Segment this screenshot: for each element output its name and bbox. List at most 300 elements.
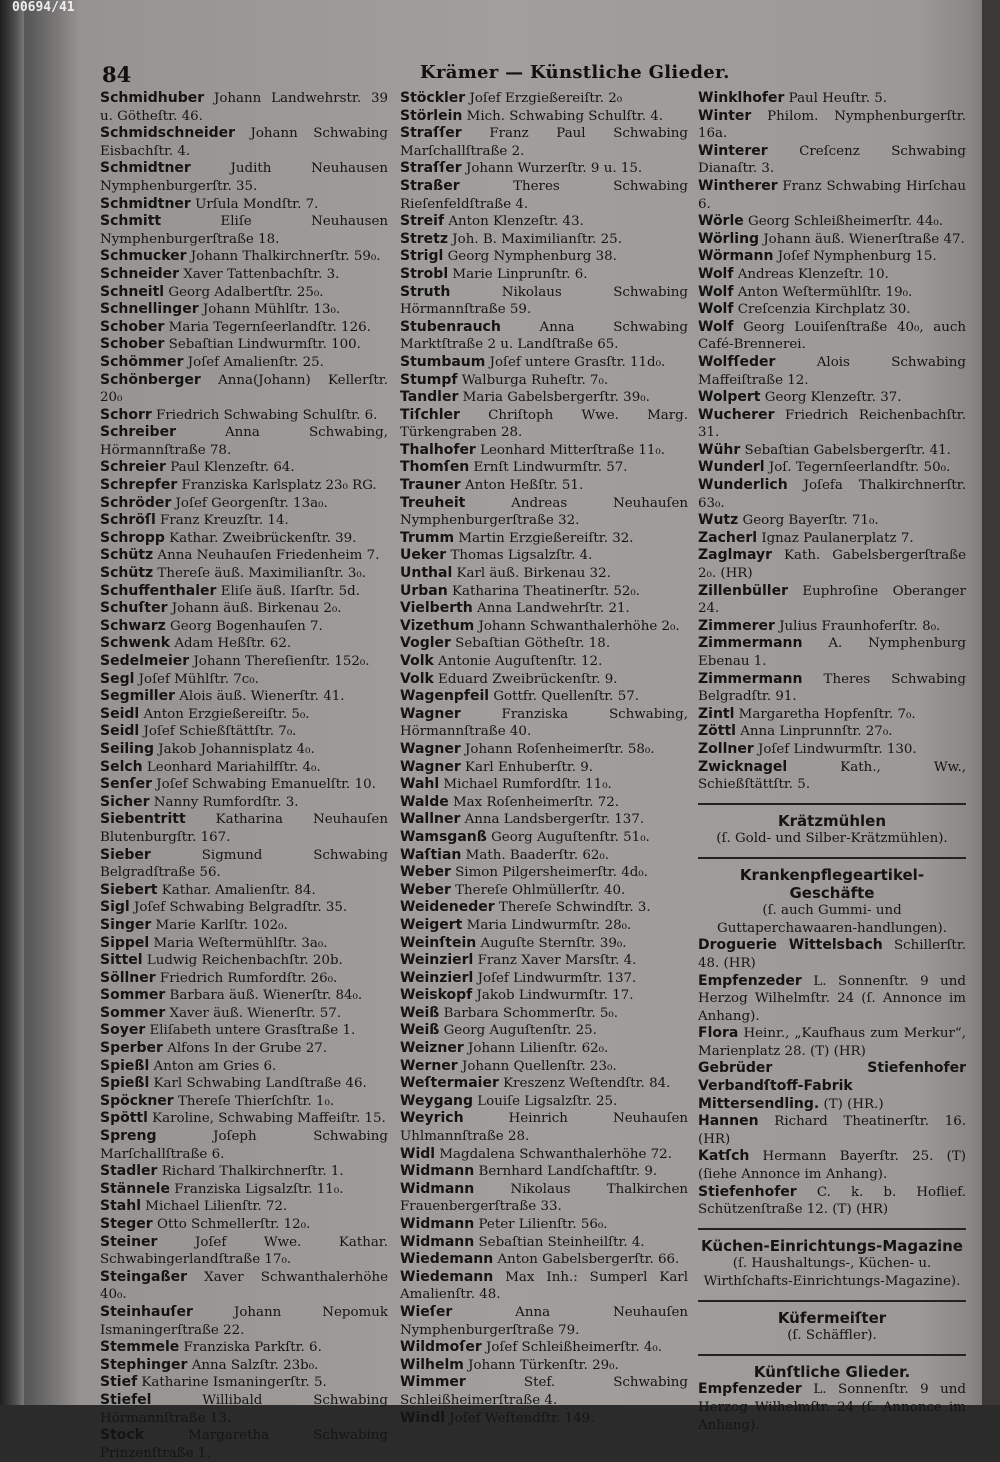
entry-details: Karl Schwabing Landſtraße 46. bbox=[149, 1076, 367, 1092]
column-3 bbox=[698, 90, 966, 1434]
entry-name: Schütz bbox=[100, 565, 154, 582]
entry-details: Kreszenz Weſtendſtr. 84. bbox=[498, 1076, 671, 1092]
entry-name: Sicher bbox=[100, 793, 150, 810]
section-title: Künſtliche Glieder. bbox=[753, 1362, 911, 1381]
directory-entry bbox=[698, 266, 966, 284]
directory-entry bbox=[400, 671, 688, 689]
entry-details: Sigmund Schwabing Belgradſtraße 56. bbox=[100, 847, 388, 881]
entry-details: Philom. Nymphenburgerſtr. 16a. bbox=[698, 108, 966, 142]
entry-details: Anna Landwehrſtr. 21. bbox=[472, 601, 630, 617]
directory-entry bbox=[400, 776, 688, 794]
entry-details: Mich. Schwabing Schulſtr. 4. bbox=[462, 108, 664, 124]
entry-details: Anton Weſtermühlſtr. 19₀. bbox=[733, 284, 913, 300]
entry-name: Zollner bbox=[698, 740, 754, 757]
directory-entry bbox=[400, 688, 688, 706]
directory-entry bbox=[698, 442, 966, 460]
section-divider bbox=[698, 1228, 966, 1230]
entry-name: Stretz bbox=[400, 230, 449, 247]
entry-name: Schropp bbox=[100, 529, 165, 546]
directory-entry bbox=[100, 565, 388, 583]
directory-entry bbox=[400, 1234, 688, 1252]
entry-name: Stemmele bbox=[100, 1339, 180, 1356]
entry-name: Sommer bbox=[100, 1004, 166, 1021]
directory-entry bbox=[698, 319, 966, 354]
entry-name: Wolfſeder bbox=[698, 353, 776, 370]
entry-details: Hermann Bayerſtr. 25. (T) (ſiehe Annonce im Anhang). bbox=[698, 1149, 966, 1183]
entry-name: Schmitt bbox=[100, 213, 162, 230]
entry-details: Maria Weſtermühlſtr. 3a₀. bbox=[149, 935, 328, 951]
directory-entry bbox=[400, 1339, 688, 1357]
directory-entry bbox=[698, 301, 966, 319]
entry-name: Sittel bbox=[100, 952, 143, 969]
entry-name: Urban bbox=[400, 582, 448, 599]
directory-entry bbox=[698, 284, 966, 302]
entry-name: Seidl bbox=[100, 723, 140, 740]
entry-details: Kathar. Amalienſtr. 84. bbox=[157, 882, 316, 898]
entry-details: Ernſt Lindwurmſtr. 57. bbox=[469, 460, 628, 476]
entry-details: Franziska Parkſtr. 6. bbox=[179, 1340, 322, 1356]
entry-details: Maria Tegernſeerlandſtr. 126. bbox=[164, 319, 371, 335]
entry-name: Wolf bbox=[698, 283, 734, 300]
entry-name: Wolf bbox=[698, 301, 734, 318]
directory-entry bbox=[400, 600, 688, 618]
directory-entry bbox=[698, 108, 966, 143]
entry-name: Winter bbox=[698, 107, 752, 124]
entry-details: Joſefa Thalkirchnerſtr. 63₀. bbox=[698, 478, 966, 511]
entry-details: Franziska Ligsalzſtr. 11₀. bbox=[169, 1181, 344, 1197]
entry-name: Weizner bbox=[400, 1040, 464, 1057]
entry-name: Schmidtner bbox=[100, 160, 191, 177]
directory-entry bbox=[100, 1110, 388, 1128]
directory-entry bbox=[100, 987, 388, 1005]
entry-details: L. Sonnenſtr. 9 und Herzog Wilhelmſtr. 24 (ſ. Annonce im Anhang). bbox=[698, 1382, 966, 1433]
directory-entry bbox=[400, 407, 688, 442]
directory-entry bbox=[100, 811, 388, 846]
directory-entry bbox=[100, 847, 388, 882]
directory-entry bbox=[400, 917, 688, 935]
directory-entry bbox=[100, 90, 388, 125]
entry-name: Stöckler bbox=[400, 90, 466, 106]
entry-details: Anna Neuhauſen Nymphenburgerſtraße 79. bbox=[400, 1304, 688, 1338]
entry-details: Franziska Schwabing, Hörmannſtraße 40. bbox=[400, 706, 688, 740]
entry-details: Georg Bayerſtr. 71₀. bbox=[738, 513, 879, 529]
entry-details: Katharina Neuhauſen Blutenburgſtr. 167. bbox=[100, 812, 388, 845]
section-note: (ſ. Schäffler). bbox=[787, 1328, 877, 1344]
entry-details: Alfons In der Grube 27. bbox=[162, 1041, 328, 1057]
directory-entry bbox=[100, 653, 388, 671]
entry-details: Gottfr. Quellenſtr. 57. bbox=[489, 689, 639, 705]
directory-entry bbox=[698, 459, 966, 477]
entry-name: Wörle bbox=[698, 213, 744, 230]
entry-details: Jakob Lindwurmſtr. 17. bbox=[472, 988, 634, 1004]
entry-details: Joſef Nymphenburg 15. bbox=[773, 249, 937, 265]
entry-name: Widl bbox=[400, 1145, 436, 1162]
column-3-entries bbox=[698, 90, 966, 794]
entry-name: Stadler bbox=[100, 1163, 158, 1180]
entry-name: Spießl bbox=[100, 1075, 150, 1092]
entry-name: Siebentritt bbox=[100, 811, 186, 828]
entry-details: Kath., Ww., Schießſtättſtr. 5. bbox=[698, 759, 966, 793]
directory-entry bbox=[400, 952, 688, 970]
adjacent-page-edge bbox=[982, 0, 1000, 1405]
entry-name: Tiſchler bbox=[400, 406, 460, 423]
directory-entry bbox=[100, 706, 388, 724]
entry-name: Wolf bbox=[698, 318, 734, 335]
directory-entry bbox=[400, 547, 688, 565]
entry-details: Sebaſtian Lindwurmſtr. 100. bbox=[164, 337, 361, 353]
directory-entry bbox=[100, 266, 388, 284]
entry-name: Weſtermaier bbox=[400, 1075, 499, 1092]
directory-entry bbox=[698, 178, 966, 213]
entry-name: Windl bbox=[400, 1409, 446, 1426]
directory-entry bbox=[100, 776, 388, 794]
entry-name: Schmucker bbox=[100, 248, 187, 265]
entry-name: Stubenrauch bbox=[400, 318, 501, 335]
entry-details: Thereſe Schwindſtr. 3. bbox=[494, 900, 651, 916]
entry-name: Schmidschneider bbox=[100, 125, 236, 142]
directory-entry bbox=[100, 1339, 388, 1357]
entry-name: Schreier bbox=[100, 459, 166, 476]
column-3-sections bbox=[698, 803, 966, 1434]
entry-name: Wörmann bbox=[698, 248, 774, 265]
entry-details: Eduard Zweibrückenſtr. 9. bbox=[433, 671, 618, 687]
directory-entry bbox=[400, 935, 688, 953]
entry-name: Thalhofer bbox=[400, 441, 476, 458]
entry-details: Joſef Schwabing Belgradſtr. 35. bbox=[129, 900, 348, 916]
entry-details: Willibald Schwabing Hörmannſtraße 13. bbox=[100, 1392, 388, 1426]
entry-name: Zaglmayr bbox=[698, 547, 773, 564]
directory-entry bbox=[400, 477, 688, 495]
entry-details: Franz Kreuzſtr. 14. bbox=[155, 513, 289, 529]
directory-entry bbox=[400, 530, 688, 548]
entry-name: Zillenbüller bbox=[698, 582, 788, 599]
entry-name: Wimmer bbox=[400, 1374, 466, 1391]
entry-details: A. Nymphenburg Ebenau 1. bbox=[698, 636, 966, 669]
directory-entry bbox=[100, 618, 388, 636]
directory-entry bbox=[698, 90, 966, 108]
entry-name: Schwarz bbox=[100, 617, 166, 634]
entry-name: Wieſer bbox=[400, 1303, 453, 1320]
directory-entry bbox=[400, 829, 688, 847]
entry-name: Schwenk bbox=[100, 635, 171, 652]
entry-name: Spöckner bbox=[100, 1092, 174, 1109]
directory-entry bbox=[100, 635, 388, 653]
directory-entry bbox=[100, 424, 388, 459]
entry-details: Franz Xaver Marsſtr. 4. bbox=[473, 953, 637, 969]
scan-id: 00694/41 bbox=[12, 0, 75, 15]
entry-name: Selch bbox=[100, 758, 143, 775]
entry-name: Weinſtein bbox=[400, 934, 477, 951]
entry-name: Schuffenthaler bbox=[100, 582, 217, 599]
entry-details: Johann Schwanthalerhöhe 2₀. bbox=[474, 618, 680, 634]
entry-name: Weyrich bbox=[400, 1110, 464, 1127]
directory-entry bbox=[400, 1093, 688, 1111]
entry-details: (T) (HR.) bbox=[819, 1096, 884, 1112]
entry-details: Joſef Wwe. Kathar. Schwabingerlandſtraße 17₀. bbox=[100, 1234, 388, 1268]
entry-name: Volk bbox=[400, 653, 434, 669]
entry-name: Weber bbox=[400, 881, 451, 898]
entry-details: Anna Salzſtr. 23b₀. bbox=[187, 1357, 319, 1373]
entry-details: Leonhard Mariahilfſtr. 4₀. bbox=[142, 759, 321, 775]
section-title: Küfermeiſter bbox=[777, 1308, 887, 1327]
directory-entry bbox=[100, 248, 388, 266]
entry-details: Anton Gabelsbergerſtr. 66. bbox=[493, 1252, 680, 1268]
entry-details: Chriſtoph Wwe. Marg. Türkengraben 28. bbox=[400, 407, 688, 441]
entry-name: Werner bbox=[400, 1057, 458, 1074]
entry-name: Walde bbox=[400, 793, 449, 810]
entry-details: Richard Theatinerſtr. 16. (HR) bbox=[698, 1114, 966, 1147]
entry-details: Eliſabeth untere Grasſtraße 1. bbox=[145, 1023, 356, 1039]
entry-details: Johann Lilienſtr. 62₀. bbox=[463, 1041, 609, 1057]
entry-details: Katharina Theatinerſtr. 52₀. bbox=[447, 583, 641, 599]
directory-entry bbox=[400, 987, 688, 1005]
directory-entry bbox=[100, 1374, 388, 1392]
directory-entry bbox=[400, 864, 688, 882]
directory-entry bbox=[698, 512, 966, 530]
entry-name: Volk bbox=[400, 670, 434, 687]
entry-details: Andreas Neuhauſen Nymphenburgerſtraße 32. bbox=[400, 495, 688, 529]
entry-details: Georg Klenzeſtr. 37. bbox=[760, 390, 902, 406]
entry-name: Schober bbox=[100, 318, 165, 335]
entry-name: Stännele bbox=[100, 1180, 170, 1197]
entry-name: Soyer bbox=[100, 1022, 146, 1039]
entry-details: Franz Schwabing Hirſchau 6. bbox=[698, 178, 966, 212]
entry-details: Georg Auguſtenſtr. 25. bbox=[439, 1023, 597, 1039]
entry-name: Struth bbox=[400, 283, 451, 300]
entry-details: Kath. Gabelsbergerſtraße 2₀. (HR) bbox=[698, 548, 966, 582]
directory-entry bbox=[400, 1216, 688, 1234]
directory-entry bbox=[400, 1304, 688, 1339]
directory-entry bbox=[100, 196, 388, 214]
directory-entry bbox=[400, 653, 688, 671]
entry-details: Joſef Lindwurmſtr. 137. bbox=[473, 970, 637, 986]
entry-details: Joſef Schwabing Emanuelſtr. 10. bbox=[152, 777, 376, 793]
entry-details: Joſef Schießſtättſtr. 7₀. bbox=[139, 724, 297, 740]
entry-name: Vizethum bbox=[400, 617, 475, 634]
entry-name: Sedelmeier bbox=[100, 653, 190, 669]
entry-name: Vogler bbox=[400, 635, 451, 652]
entry-details: Johann äuß. Wienerſtraße 47. bbox=[759, 231, 965, 247]
entry-name: Sippel bbox=[100, 934, 150, 951]
entry-details: Judith Neuhausen Nymphenburgerſtr. 35. bbox=[100, 161, 388, 194]
entry-details: Euphroſine Oberanger 24. bbox=[698, 583, 966, 617]
entry-details: Jakob Johannisplatz 4₀. bbox=[153, 741, 315, 757]
entry-name: Flora bbox=[698, 1025, 739, 1042]
entry-name: Weigert bbox=[400, 916, 463, 933]
entry-details: Heinr., „Kaufhaus zum Merkur“, Marienplatz 28. (T) (HR) bbox=[698, 1026, 966, 1059]
entry-details: Nikolaus Schwabing Hörmannſtraße 59. bbox=[400, 284, 688, 318]
entry-name: Stiefel bbox=[100, 1391, 152, 1408]
entry-details: Karl äuß. Birkenau 32. bbox=[452, 566, 611, 582]
directory-entry bbox=[698, 1184, 966, 1219]
directory-entry bbox=[400, 389, 688, 407]
entry-details: Friedrich Rumfordſtr. 26₀. bbox=[155, 970, 338, 986]
entry-details: Magdalena Schwanthalerhöhe 72. bbox=[435, 1146, 672, 1162]
directory-entry bbox=[698, 671, 966, 706]
entry-name: Wagenpfeil bbox=[400, 688, 490, 705]
directory-entry bbox=[698, 635, 966, 670]
entry-name: Wiedemann bbox=[400, 1251, 494, 1268]
directory-entry bbox=[698, 389, 966, 407]
entry-name: Schömmer bbox=[100, 353, 184, 370]
directory-entry bbox=[400, 1357, 688, 1375]
entry-details: Bernhard Landſchaftſtr. 9. bbox=[474, 1164, 658, 1180]
entry-details: Thomas Ligsalzſtr. 4. bbox=[446, 548, 593, 564]
entry-name: Wagner bbox=[400, 740, 461, 757]
directory-entry bbox=[100, 1181, 388, 1199]
entry-details: Richard Thalkirchnerſtr. 1. bbox=[157, 1164, 344, 1180]
directory-entry bbox=[100, 1022, 388, 1040]
entry-details: Anna Landsbergerſtr. 137. bbox=[460, 812, 645, 828]
entry-name: Treuheit bbox=[400, 494, 466, 511]
entry-details: Paul Klenzeſtr. 64. bbox=[165, 460, 295, 476]
directory-entry bbox=[400, 1269, 688, 1304]
running-title: Krämer — Künstliche Glieder. bbox=[420, 62, 730, 83]
directory-entry bbox=[400, 1146, 688, 1164]
entry-name: Schütz bbox=[100, 547, 154, 564]
entry-details: Joſeph Schwabing Marſchallſtraße 6. bbox=[100, 1129, 388, 1162]
entry-name: Störlein bbox=[400, 107, 463, 124]
directory-entry bbox=[400, 442, 688, 460]
entry-name: Widmann bbox=[400, 1180, 475, 1197]
entry-name: Widmann bbox=[400, 1163, 475, 1180]
entry-name: Straßer bbox=[400, 177, 460, 194]
directory-entry bbox=[400, 759, 688, 777]
entry-details: Heinrich Neuhauſen Uhlmannſtraße 28. bbox=[400, 1111, 688, 1145]
entry-name: Hannen bbox=[698, 1113, 759, 1130]
entry-name: Sieber bbox=[100, 846, 151, 863]
entry-details: Anna Neuhauſen Friedenheim 7. bbox=[153, 548, 380, 564]
entry-details: Anton Heßſtr. 51. bbox=[460, 478, 584, 494]
directory-entry bbox=[400, 1005, 688, 1023]
entry-name: Gebrüder Stiefenhofer Verbandſtoff-Fabrik Mittersendling. bbox=[698, 1060, 966, 1112]
directory-entry bbox=[400, 266, 688, 284]
entry-name: Schmidtner bbox=[100, 195, 191, 212]
page-number: 84 bbox=[102, 62, 132, 87]
entry-name: Strigl bbox=[400, 248, 444, 265]
section-divider bbox=[698, 1354, 966, 1356]
entry-name: Zacherl bbox=[698, 529, 758, 546]
entry-details: Johann Roſenheimerſtr. 58₀. bbox=[460, 741, 655, 757]
entry-details: Simon Pilgersheimerſtr. 4d₀. bbox=[450, 865, 648, 881]
directory-entry bbox=[100, 741, 388, 759]
entry-name: Zöttl bbox=[698, 723, 736, 740]
entry-details: Stef. Schwabing Schleißheimerſtraße 4. bbox=[400, 1375, 688, 1408]
entry-name: Weber bbox=[400, 864, 451, 881]
entry-name: Singer bbox=[100, 916, 152, 933]
directory-entry bbox=[400, 583, 688, 601]
entry-name: Stahl bbox=[100, 1198, 141, 1215]
entry-name: Stumbaum bbox=[400, 353, 486, 370]
entry-name: Weiß bbox=[400, 1004, 440, 1021]
entry-details: Ludwig Reichenbachſtr. 20b. bbox=[142, 953, 343, 969]
entry-name: Schnellinger bbox=[100, 301, 199, 318]
entry-name: Senſer bbox=[100, 776, 153, 793]
directory-entry bbox=[400, 1374, 688, 1409]
directory-entry bbox=[100, 1198, 388, 1216]
entry-details: Johann Nepomuk Ismaningerſtraße 22. bbox=[100, 1304, 388, 1338]
entry-details: Adam Heßſtr. 62. bbox=[170, 636, 292, 652]
entry-details: Joſef Amalienſtr. 25. bbox=[183, 354, 324, 370]
entry-details: Joſef Schleißheimerſtr. 4₀. bbox=[481, 1340, 663, 1356]
entry-name: Stief bbox=[100, 1374, 138, 1391]
entry-details: Margaretha Schwabing Prinzenſtraße 1. bbox=[100, 1428, 388, 1461]
directory-entry bbox=[100, 1304, 388, 1339]
entry-details: Eliſe äuß. Iſarſtr. 5d. bbox=[216, 583, 360, 599]
entry-name: Zimmermann bbox=[698, 670, 803, 687]
entry-name: Strobl bbox=[400, 265, 449, 282]
entry-details: Joſef untere Grasſtr. 11d₀. bbox=[485, 354, 666, 370]
entry-details: Franz Paul Schwabing Marſchallſtraße 2. bbox=[400, 126, 688, 159]
entry-details: Urſula Mondſtr. 7. bbox=[190, 196, 319, 212]
entry-name: Wilhelm bbox=[400, 1356, 464, 1373]
entry-details: Alois äuß. Wienerſtr. 41. bbox=[174, 689, 345, 705]
directory-entry bbox=[400, 1022, 688, 1040]
page-header bbox=[102, 58, 962, 88]
entry-name: Schmidhuber bbox=[100, 90, 205, 106]
directory-entry bbox=[400, 90, 688, 108]
entry-details: Martin Erzgießereiſtr. 32. bbox=[454, 530, 634, 546]
entry-name: Unthal bbox=[400, 565, 453, 582]
directory-entry bbox=[100, 882, 388, 900]
directory-entry bbox=[400, 1110, 688, 1145]
entry-details: Nikolaus Thalkirchen Frauenbergerſtraße 33. bbox=[400, 1181, 688, 1215]
entry-details: Georg Bogenhauſen 7. bbox=[165, 618, 323, 634]
directory-entry bbox=[100, 899, 388, 917]
directory-entry bbox=[698, 937, 966, 972]
entry-name: Wildmoſer bbox=[400, 1339, 482, 1356]
entry-details: Otto Schmellerſtr. 12₀. bbox=[152, 1217, 311, 1232]
entry-details: Johann äuß. Birkenau 2₀. bbox=[167, 601, 342, 617]
entry-details: Johann Türkenſtr. 29₀. bbox=[463, 1357, 619, 1373]
directory-entry bbox=[400, 354, 688, 372]
directory-entry bbox=[100, 671, 388, 689]
entry-name: Droguerie Wittelsbach bbox=[698, 937, 883, 954]
entry-name: Spöttl bbox=[100, 1110, 148, 1127]
directory-entry bbox=[698, 213, 966, 231]
entry-details: Paul Heuſtr. 5. bbox=[784, 91, 887, 106]
entry-details: Anton Erzgießereiſtr. 5₀. bbox=[139, 706, 310, 722]
entry-name: Weideneder bbox=[400, 899, 495, 916]
entry-details: Xaver Schwanthalerhöhe 40₀. bbox=[100, 1269, 388, 1303]
entry-name: Schober bbox=[100, 336, 165, 353]
entry-details: Xaver äuß. Wienerſtr. 57. bbox=[165, 1005, 342, 1021]
section-title: Krätzmühlen bbox=[777, 811, 887, 830]
entry-name: Weiß bbox=[400, 1022, 440, 1039]
entry-name: Straſſer bbox=[400, 125, 462, 142]
entry-name: Steiner bbox=[100, 1233, 158, 1250]
entry-details: Marie Linprunſtr. 6. bbox=[448, 266, 588, 282]
directory-entry bbox=[400, 706, 688, 741]
directory-entry bbox=[100, 1093, 388, 1111]
directory-entry bbox=[100, 495, 388, 513]
entry-name: Wagner bbox=[400, 705, 461, 722]
directory-entry bbox=[100, 530, 388, 548]
directory-entry bbox=[698, 530, 966, 548]
directory-entry bbox=[400, 618, 688, 636]
directory-entry bbox=[698, 759, 966, 794]
directory-entry bbox=[100, 583, 388, 601]
entry-details: Anton am Gries 6. bbox=[149, 1058, 277, 1074]
entry-details: Leonhard Mitterſtraße 11₀. bbox=[475, 442, 666, 458]
entry-name: Zimmermann bbox=[698, 635, 803, 652]
entry-details: Joſef Lindwurmſtr. 130. bbox=[753, 741, 917, 757]
entry-name: Wiedemann bbox=[400, 1268, 494, 1285]
entry-name: Wallner bbox=[400, 811, 461, 828]
entry-name: Winklhofer bbox=[698, 90, 785, 106]
directory-entry bbox=[400, 108, 688, 126]
entry-name: Empfenzeder bbox=[698, 972, 802, 989]
